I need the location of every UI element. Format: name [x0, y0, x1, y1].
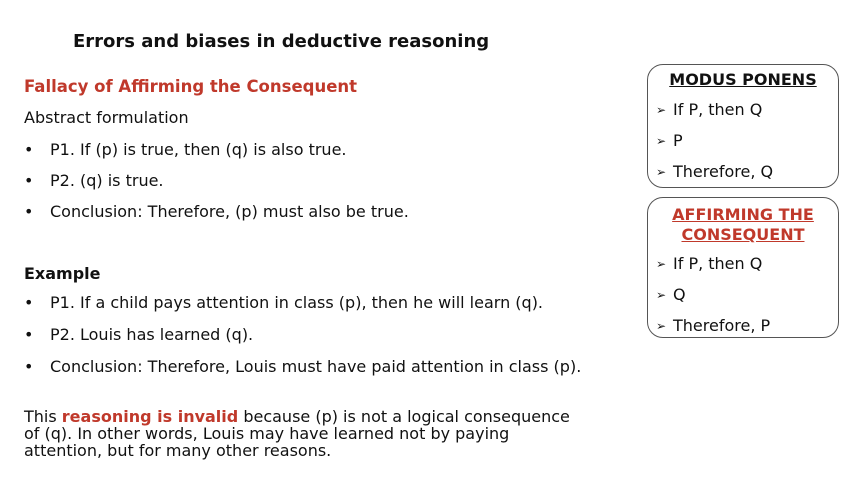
arrow-icon: ➢ — [656, 288, 667, 302]
modus-ponens-item — [656, 132, 773, 150]
modus-ponens-item — [656, 163, 773, 181]
affirming-consequent-item-text: Therefore, P — [673, 316, 771, 335]
example-item-conclusion: • Conclusion: Therefore, Louis must have paid attention in class (p). — [24, 358, 584, 376]
explanation-prefix: This — [24, 407, 62, 426]
abstract-item-conclusion: • Conclusion: Therefore, (p) must also be true. — [24, 203, 409, 221]
modus-ponens-item — [656, 101, 773, 119]
affirming-consequent-item-text: If P, then Q — [673, 254, 763, 273]
affirming-consequent-title — [648, 205, 838, 245]
modus-ponens-item-text: P — [673, 131, 683, 150]
abstract-list — [24, 141, 409, 234]
abstract-label: Abstract formulation — [24, 108, 189, 127]
modus-ponens-title: MODUS PONENS — [669, 70, 817, 89]
modus-ponens-item-text: If P, then Q — [673, 100, 763, 119]
affirming-consequent-item-text: Q — [673, 285, 686, 304]
slide-title: Errors and biases in deductive reasoning — [73, 31, 490, 52]
example-item-p1: • P1. If a child pays attention in class (p), then he will learn (q). — [24, 294, 584, 312]
arrow-icon: ➢ — [656, 319, 667, 333]
arrow-icon: ➢ — [656, 134, 667, 148]
example-label: Example — [24, 264, 101, 283]
affirming-consequent-box — [647, 197, 839, 338]
modus-ponens-list — [656, 101, 773, 194]
modus-ponens-box — [647, 64, 839, 188]
modus-ponens-item-text: Therefore, Q — [673, 162, 774, 181]
affirming-consequent-item — [656, 255, 770, 273]
affirming-consequent-item — [656, 317, 770, 335]
example-list — [24, 294, 584, 376]
affirming-consequent-title-line1: AFFIRMING THE — [672, 205, 814, 224]
arrow-icon: ➢ — [656, 165, 667, 179]
affirming-consequent-item — [656, 286, 770, 304]
affirming-consequent-list — [656, 255, 770, 348]
arrow-icon: ➢ — [656, 257, 667, 271]
explanation-highlight: reasoning is invalid — [61, 407, 239, 426]
explanation-suffix: because (p) is not a logical consequence of (q). In other words, Louis may have learned not by paying attention, but for many other reasons. — [24, 407, 570, 460]
explanation-paragraph — [24, 408, 584, 459]
abstract-item-p2: • P2. (q) is true. — [24, 172, 409, 190]
section-title: Fallacy of Affirming the Consequent — [24, 77, 358, 96]
affirming-consequent-title-line2: CONSEQUENT — [681, 225, 805, 244]
abstract-item-p1: • P1. If (p) is true, then (q) is also true. — [24, 141, 409, 159]
arrow-icon: ➢ — [656, 103, 667, 117]
example-item-p2: • P2. Louis has learned (q). — [24, 326, 584, 344]
